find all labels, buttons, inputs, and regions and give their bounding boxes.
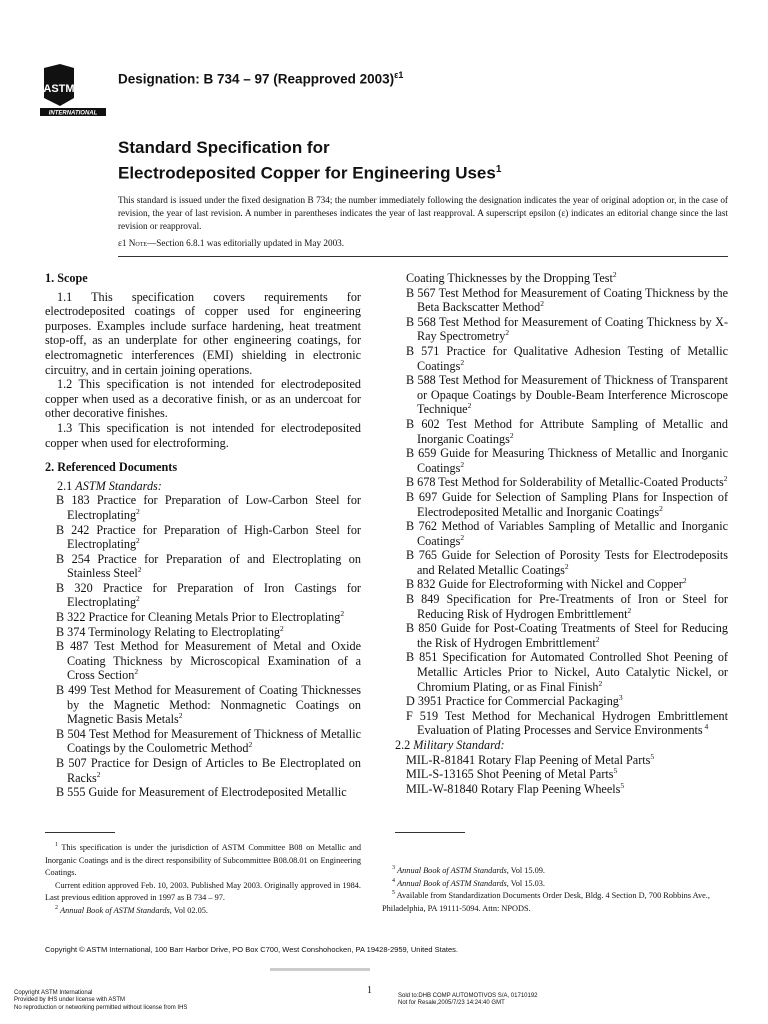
reference-footnote-mark: 5 [650, 751, 655, 761]
note-text: —Section 6.8.1 was editorially updated in May 2003. [147, 238, 345, 248]
reference-text: B 765 Guide for Selection of Porosity Tests for Electrodeposits and Related Metallic Coatings [406, 548, 728, 577]
reference-footnote-mark: 2 [509, 430, 514, 440]
reference-footnote-mark: 2 [460, 532, 465, 542]
reference-footnote-mark: 2 [627, 605, 632, 615]
title-line-2 [118, 159, 501, 185]
footnote-divider-right [395, 832, 465, 833]
intro-paragraph: This standard is issued under the fixed designation B 734; the number immediately following the designation indicates the year of original adoption or, in the case of revision, the year of last revision. A number in parentheses indicates the year of last reapproval. A superscript epsilon (ε) indicates an editorial change since the last revision or reapproval. [118, 195, 728, 231]
scope-para-2: 1.2 This specification is not intended for electrodeposited copper when used as a decorative finish, or as an undercoat for other decorative finishes. [45, 377, 361, 421]
reference-text: F 519 Test Method for Mechanical Hydrogen Embrittlement Evaluation of Plating Processes and Service Environments [406, 708, 728, 738]
footnote-1 [45, 842, 361, 880]
reference-footnote-mark: 2 [178, 711, 183, 721]
title-footnote-mark: 1 [495, 164, 502, 175]
reference-item [395, 417, 728, 446]
reference-text: B 322 Practice for Cleaning Metals Prior to Electroplating [56, 610, 341, 625]
reference-item [395, 286, 728, 315]
sale-line-2: Not for Resale,2005/7/23 14:24:40 GMT [398, 1000, 505, 1007]
reference-text: B 320 Practice for Preparation of Iron Castings for Electroplating [56, 580, 361, 610]
reference-footnote-mark: 5 [613, 766, 618, 776]
fn2-italic: Annual Book of ASTM Standards [60, 905, 170, 915]
reference-text: B 504 Test Method for Measurement of Thickness of Metallic Coatings by the Coulometric Method [56, 726, 361, 756]
reference-text: B 487 Test Method for Measurement of Metal and Oxide Coating Thickness by Microscopical Examination of a Cross Section [56, 639, 361, 683]
mil-num: 2.2 [395, 738, 411, 752]
reference-text: B 588 Test Method for Measurement of Thickness of Transparent or Opaque Coatings by Double-Beam Interference Microscope Technique [406, 373, 728, 417]
footnotes-right [382, 865, 728, 915]
reference-text: MIL-R-81841 Rotary Flap Peening of Metal Parts [406, 752, 651, 767]
reference-footnote-mark: 2 [540, 299, 544, 309]
designation-text: Designation: B 734 – 97 (Reapproved 2003) [118, 71, 395, 87]
reference-footnote-mark: 2 [598, 678, 603, 688]
reference-item [45, 727, 361, 756]
footnotes-left [45, 842, 361, 917]
reference-item [45, 493, 361, 522]
reference-footnote-mark: 2 [460, 357, 465, 367]
fn5-mark: 5 [392, 890, 395, 897]
license-line-1: Copyright ASTM International [14, 990, 93, 996]
reference-text: B 374 Terminology Relating to Electroplating [56, 624, 281, 639]
reference-item [395, 475, 728, 490]
reference-text: B 499 Test Method for Measurement of Coating Thicknesses by the Magnetic Method: Nonmagnetic Coatings on Magnetic Basis Metals [56, 683, 361, 727]
reference-footnote-mark: 2 [96, 769, 101, 779]
reference-item [395, 344, 728, 373]
title-line-2-text: Electrodeposited Copper for Engineering Uses [118, 163, 496, 183]
reference-text: MIL-W-81840 Rotary Flap Peening Wheels [406, 781, 621, 796]
reference-item [45, 581, 361, 610]
editorial-note [118, 238, 344, 248]
reference-item [395, 373, 728, 417]
reference-text: B 849 Specification for Pre-Treatments of Iron or Steel for Reducing Risk of Hydrogen Embrittlement [406, 592, 728, 621]
reference-continuation [395, 271, 728, 286]
reference-text: B 254 Practice for Preparation of and Electroplating on Stainless Steel [56, 551, 361, 581]
license-line-3: No reproduction or networking permitted without license from IHS [14, 1004, 188, 1011]
left-reference-list [45, 493, 361, 799]
fn5-text: Available from Standardization Documents Order Desk, Bldg. 4 Section D, 700 Robbins Ave., Philadelphia, PA 19111-5094. Attn: NPODS. [382, 891, 710, 913]
fn3-text: , Vol 15.09. [506, 866, 545, 875]
reference-item [395, 519, 728, 548]
title-line-1: Standard Specification for [118, 138, 330, 157]
faint-mark [270, 968, 370, 971]
reference-text: B 183 Practice for Preparation of Low-Carbon Steel for Electroplating [56, 493, 361, 522]
fn1-text: This specification is under the jurisdiction of ASTM Committee B08 on Metallic and Inorganic Coatings and is the direct responsibility of Subcommittee B08.08.01 on Engineering Coatings. [45, 843, 361, 877]
scope-para-1: 1.1 This specification covers requirements for electrodeposited coatings of copper used for engineering purposes. Examples include surface hardening, heat treatment stop-off, as an underplate for other engineering coatings, for electromagnetic interferences (EMI) shielding in electronic circuitry, and in certain joining operations. [45, 289, 361, 377]
note-label: Note [128, 238, 148, 248]
reference-item [45, 552, 361, 581]
reference-item [45, 523, 361, 552]
reference-footnote-mark: 2 [723, 474, 728, 484]
copyright-line: Copyright © ASTM International, 100 Barr Harbor Drive, PO Box C700, West Conshohocken, PA 19428-2959, United States. [45, 945, 458, 954]
reference-text: MIL-S-13165 Shot Peening of Metal Parts [406, 767, 614, 782]
reference-footnote-mark: 2 [467, 401, 472, 411]
fn1-mark: 1 [55, 842, 58, 849]
footnote-3 [382, 865, 728, 878]
license-notice [14, 990, 187, 1012]
reference-footnote-mark: 2 [460, 459, 465, 469]
reference-footnote-mark: 2 [564, 561, 569, 571]
reference-footnote-mark: 2 [136, 536, 140, 546]
fn4-text: , Vol 15.03. [506, 878, 545, 888]
reference-item [395, 767, 728, 782]
scope-para-3: 1.3 This specification is not intended for electrodeposited copper when used for electroforming. [45, 420, 361, 450]
reference-footnote-mark: 2 [137, 565, 142, 575]
refs-heading: 2. Referenced Documents [45, 460, 178, 475]
fn4-italic: Annual Book of ASTM Standards [397, 878, 507, 888]
reference-text: B 851 Specification for Automated Controlled Shot Peening of Metallic Articles Prior to Nickel, Auto Catalytic Nickel, or Chromium Plating, or as Final Finish [406, 650, 728, 694]
reference-item [395, 650, 728, 694]
reference-item [395, 446, 728, 475]
reference-footnote-mark: 2 [340, 609, 345, 618]
fn3-italic: Annual Book of ASTM Standards [397, 866, 507, 875]
fn4-mark: 4 [392, 877, 395, 884]
reference-text: B 697 Guide for Selection of Sampling Plans for Inspection of Electrodeposited Metallic and Inorganic Coatings [406, 489, 728, 519]
reference-text: B 850 Guide for Post-Coating Treatments of Steel for Reducing the Risk of Hydrogen Embrittlement [406, 621, 728, 650]
reference-item [45, 639, 361, 683]
reference-text: B 762 Method of Variables Sampling of Metallic and Inorganic Coatings [406, 519, 728, 548]
fn2-text: , Vol 02.05. [169, 905, 208, 915]
reference-item [395, 577, 728, 592]
reference-item [395, 753, 728, 768]
reference-item [395, 694, 728, 709]
continuation-text: Coating Thicknesses by the Dropping Test [406, 271, 613, 285]
astm-standards-subheading [57, 479, 361, 494]
reference-footnote-mark: 2 [595, 634, 600, 644]
reference-item [45, 625, 361, 640]
reference-item [395, 315, 728, 344]
reference-footnote-mark: 2 [280, 623, 284, 633]
reference-footnote-mark: 5 [620, 780, 625, 790]
left-column [45, 271, 361, 800]
reference-item [45, 683, 361, 727]
right-column [395, 271, 728, 796]
reference-text: B 567 Test Method for Measurement of Coating Thickness by the Beta Backscatter Method [406, 285, 728, 315]
reference-item [45, 610, 361, 625]
reference-item [395, 709, 728, 738]
reference-footnote-mark: 2 [134, 667, 139, 677]
reference-item [395, 782, 728, 797]
reference-text: B 659 Guide for Measuring Thickness of Metallic and Inorganic Coatings [406, 446, 728, 475]
page-number: 1 [367, 985, 372, 996]
reference-text: B 832 Guide for Electroforming with Nickel and Copper [406, 577, 683, 592]
reference-footnote-mark: 4 [702, 722, 709, 732]
reference-footnote-mark: 2 [136, 594, 140, 604]
license-line-2: Provided by IHS under license with ASTM [14, 997, 126, 1004]
designation-mark: ε1 [394, 70, 404, 80]
reference-item [395, 548, 728, 577]
footnote-4 [382, 878, 728, 891]
footnote-divider-left [45, 832, 115, 833]
military-reference-list [395, 753, 728, 797]
scope-heading: 1. Scope [45, 271, 88, 285]
note-mark: ε1 [118, 238, 127, 248]
reference-footnote-mark: 2 [248, 740, 253, 750]
reference-item [395, 621, 728, 650]
fn3-mark: 3 [392, 865, 395, 872]
logo-subtext: INTERNATIONAL [48, 110, 98, 117]
footnote-1-cont: Current edition approved Feb. 10, 2003. Published May 2003. Originally approved in 1984. Last previous edition approved in 1997 as B 734 – 97. [45, 880, 361, 902]
reference-footnote-mark: 3 [618, 693, 623, 703]
reference-text: B 568 Test Method for Measurement of Coating Thickness by X-Ray Spectrometry [406, 314, 728, 344]
mil-title: Military Standard: [413, 738, 505, 752]
reference-item [45, 785, 361, 800]
reference-text: D 3951 Practice for Commercial Packaging [406, 694, 619, 709]
reference-text: B 507 Practice for Design of Articles to Be Electroplated on Racks [56, 756, 361, 785]
reference-footnote-mark: 2 [505, 328, 510, 338]
footnote-5 [382, 890, 728, 915]
reference-text: B 242 Practice for Preparation of High-Carbon Steel for Electroplating [56, 522, 361, 552]
logo-text: ASTM [43, 83, 75, 95]
sale-line-1: Sold to:DHB COMP AUTOMOTIVOS S/A, 01710192 [398, 993, 538, 999]
reference-text: B 571 Practice for Qualitative Adhesion Testing of Metallic Coatings [406, 343, 728, 373]
reference-item [45, 756, 361, 785]
header-divider [118, 256, 728, 257]
reference-item [395, 490, 728, 519]
sale-notice [398, 993, 538, 1008]
reference-text: B 602 Test Method for Attribute Sampling of Metallic and Inorganic Coatings [406, 416, 728, 446]
sub-num: 2.1 [57, 478, 73, 493]
reference-text: B 555 Guide for Measurement of Electrodeposited Metallic [56, 785, 347, 800]
reference-footnote-mark: 2 [136, 506, 140, 516]
military-standard-subheading [395, 738, 728, 753]
reference-footnote-mark: 2 [659, 503, 663, 513]
designation [118, 70, 403, 87]
reference-text: B 678 Test Method for Solderability of Metallic-Coated Products [406, 475, 724, 490]
reference-footnote-mark: 2 [682, 576, 687, 586]
fn2-mark: 2 [55, 904, 58, 911]
astm-logo [34, 62, 112, 118]
sub-title: ASTM Standards: [75, 478, 162, 493]
reference-item [395, 592, 728, 621]
continuation-fn: 2 [612, 269, 617, 279]
right-reference-list [395, 286, 728, 738]
page-title [118, 137, 501, 185]
footnote-2 [45, 905, 361, 918]
